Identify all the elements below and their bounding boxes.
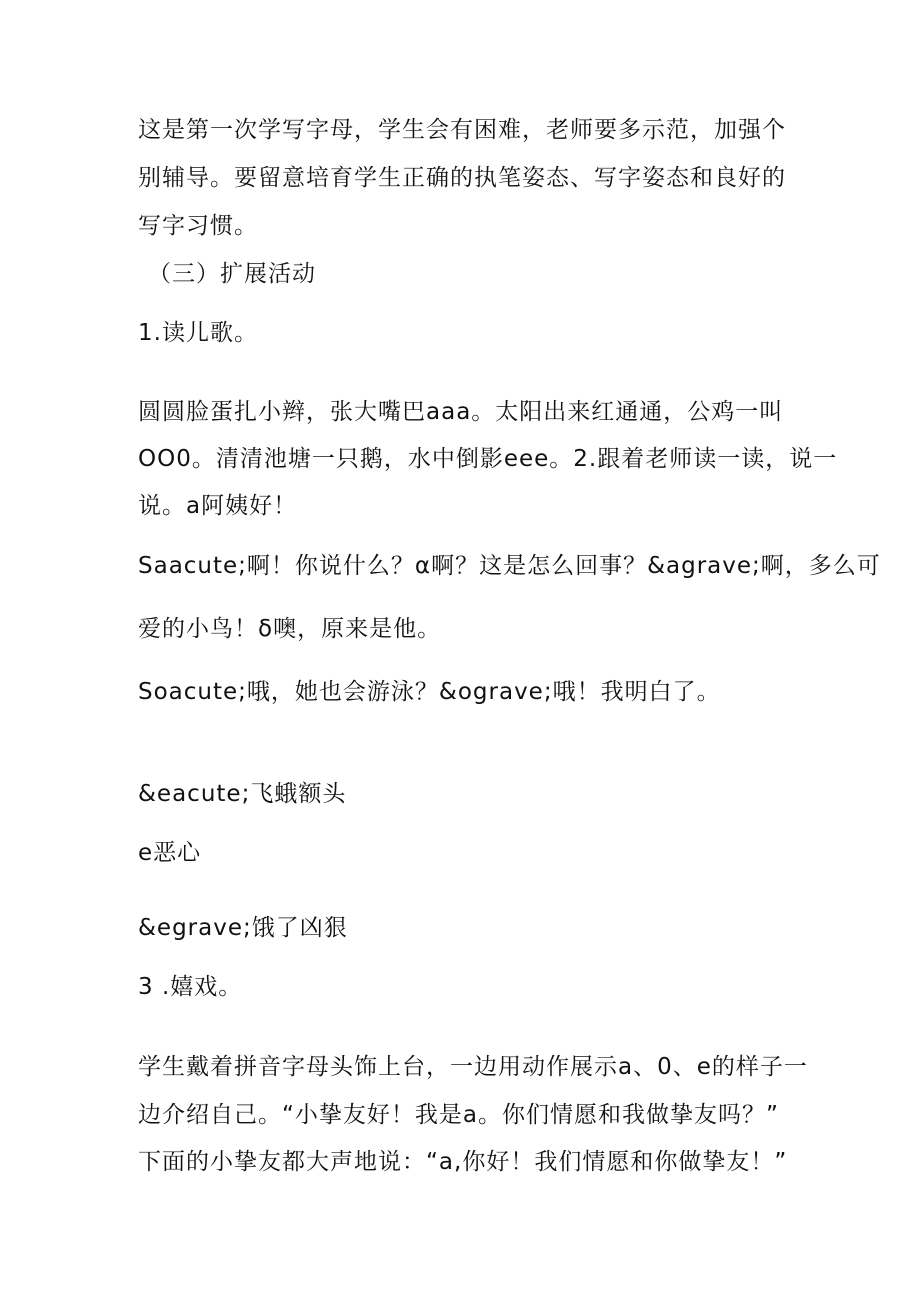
paragraph-line-3: 写字习惯。 — [138, 213, 258, 239]
list-item-heading-1: 1.读儿歌。 — [138, 320, 258, 346]
dialogue-line-1: Saacute;啊！你说什么？α啊？这是怎么回事？&agrave;啊，多么可 — [138, 553, 881, 579]
section-heading: （三）扩展活动 — [148, 261, 316, 287]
word-item-3: &egrave;饿了凶狠 — [138, 915, 348, 941]
paragraph-line-2: 别辅导。要留意培育学生正确的执笔姿态、写字姿态和良好的 — [138, 165, 786, 191]
word-item-2: e恶心 — [138, 840, 202, 866]
dialogue-line-2: 爱的小鸟！δ噢，原来是他。 — [138, 616, 442, 642]
list-item-heading-3: 3 .嬉戏。 — [138, 974, 243, 1000]
activity-line-1: 学生戴着拼音字母头饰上台，一边用动作展示a、0、e的样子一 — [138, 1054, 808, 1080]
activity-line-3: 下面的小挚友都大声地说：“a,你好！我们情愿和你做挚友！” — [138, 1149, 788, 1175]
activity-line-2: 边介绍自己。“小挚友好！我是a。你们情愿和我做挚友吗？” — [138, 1102, 779, 1128]
paragraph-line-1: 这是第一次学写字母，学生会有困难，老师要多示范，加强个 — [138, 117, 786, 143]
rhyme-line-3: 说。a阿姨好！ — [138, 493, 298, 519]
rhyme-line-1: 圆圆脸蛋扎小辫，张大嘴巴aaa。太阳出来红通通，公鸡一叫 — [138, 399, 784, 425]
dialogue-line-3: Soacute;哦，她也会游泳？&ograve;哦！我明白了。 — [138, 679, 721, 705]
rhyme-line-2: OO0。清清池塘一只鹅，水中倒影eee。2.跟着老师读一读，说一 — [138, 446, 838, 472]
word-item-1: &eacute;飞蛾额头 — [138, 781, 347, 807]
